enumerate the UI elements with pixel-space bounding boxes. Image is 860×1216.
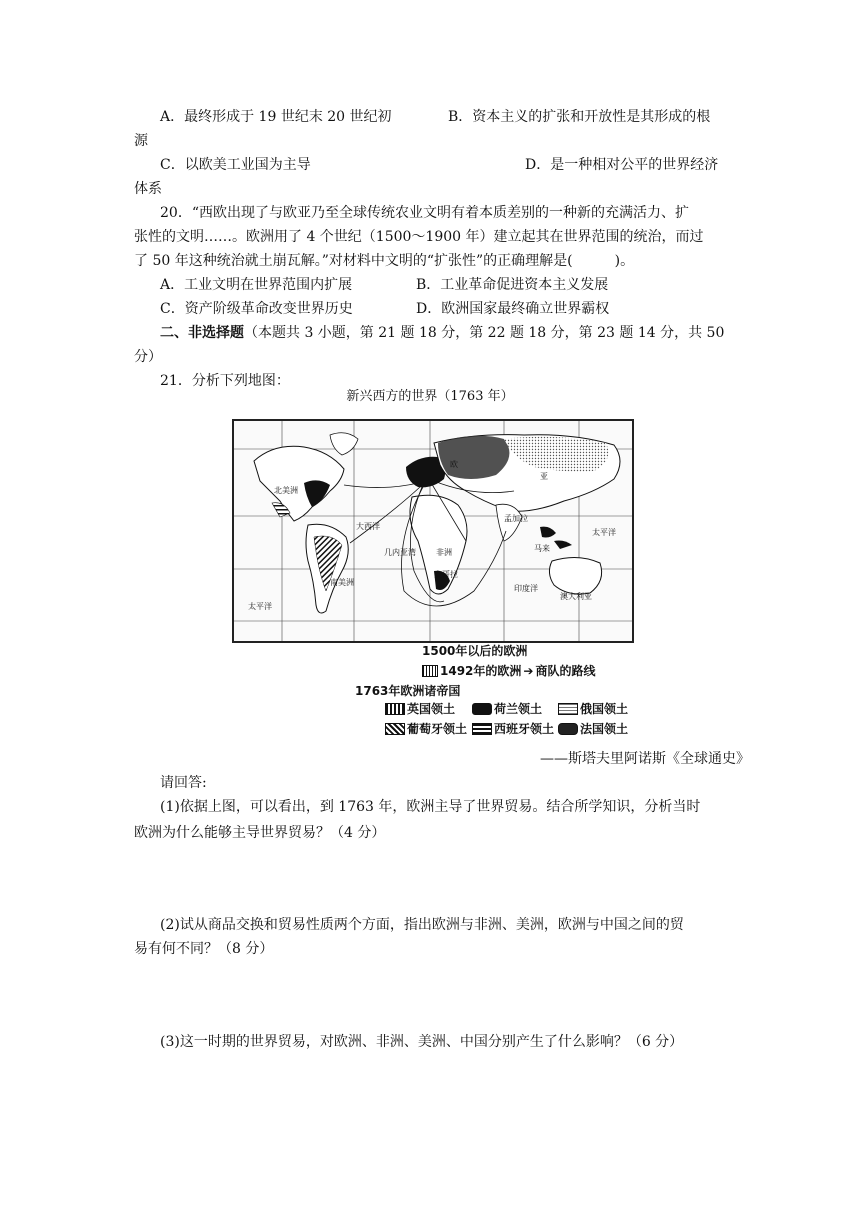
q21-sub1-line2: 欧洲为什么能够主导世界贸易？（4 分） xyxy=(134,825,386,841)
q19-option-b-cont: 源 xyxy=(134,133,148,149)
q19-option-c: C．以欧美工业国为主导 xyxy=(160,157,311,173)
map-label-north-america: 北美洲 xyxy=(274,486,298,495)
section2-note-cont: 分） xyxy=(134,349,162,365)
q19-option-d: D．是一种相对公平的世界经济 xyxy=(525,157,719,173)
q19-option-a: A．最终形成于 19 世纪末 20 世纪初 xyxy=(160,109,392,125)
legend-route-label: 商队的路线 xyxy=(535,664,596,678)
map-label-atlantic: 大西洋 xyxy=(356,522,380,531)
q19-option-d-cont: 体系 xyxy=(134,181,162,197)
legend-spain-label: 西班牙领土 xyxy=(494,722,555,736)
netherlands-swatch xyxy=(472,703,492,715)
france-swatch xyxy=(558,723,578,735)
q20-option-c: C．资产阶级革命改变世界历史 xyxy=(160,301,353,317)
arrow-right-icon: ➔ xyxy=(523,663,534,678)
legend-france xyxy=(558,720,628,737)
q20-option-b: B．工业革命促进资本主义发展 xyxy=(416,277,609,293)
world-map-1763 xyxy=(232,419,634,643)
q20-stem-2: 张性的文明……。欧洲用了 4 个世纪（1500～1900 年）建立起其在世界范围的统治，而过 xyxy=(134,229,704,245)
map-label-asia: 亚 xyxy=(540,472,548,481)
legend-france-label: 法国领土 xyxy=(580,722,629,736)
legend-spain xyxy=(472,720,554,737)
q21-stem: 21．分析下列地图： xyxy=(160,373,290,389)
map-label-guinea: 几内亚湾 xyxy=(384,548,416,557)
britain-swatch xyxy=(385,703,405,715)
q20-option-d: D．欧洲国家最终确立世界霸权 xyxy=(416,301,610,317)
map-label-pacific-left: 太平洋 xyxy=(248,602,272,611)
map-label-africa: 非洲 xyxy=(436,548,452,557)
map-label-angola: 安哥拉 xyxy=(434,570,458,579)
map-source: ——斯塔夫里阿诺斯《全球通史》 xyxy=(540,751,750,767)
q20-option-a: A．工业文明在世界范围内扩展 xyxy=(160,277,353,293)
spain-swatch xyxy=(472,723,492,735)
q21-sub2-line2: 易有何不同？（8 分） xyxy=(134,941,274,957)
europe-1492-swatch xyxy=(422,665,438,677)
q21-sub1-line1: (1)依据上图，可以看出，到 1763 年，欧洲主导了世界贸易。结合所学知识，分析当时 xyxy=(160,799,701,815)
q21-sub3: (3)这一时期的世界贸易，对欧洲、非洲、美洲、中国分别产生了什么影响？（6 分） xyxy=(160,1034,684,1050)
legend-empires-title: 1763年欧洲诸帝国 xyxy=(355,684,461,698)
portugal-swatch xyxy=(385,723,405,735)
map-label-pacific-right: 太平洋 xyxy=(592,528,616,537)
legend-title-1500: 1500年以后的欧洲 xyxy=(422,644,528,658)
legend-britain xyxy=(385,700,455,717)
map-label-europe: 欧 xyxy=(450,460,458,469)
legend-russia xyxy=(558,700,628,717)
legend-1492-label: 1492年的欧洲 xyxy=(440,664,522,678)
russia-swatch xyxy=(558,703,578,715)
section2-line xyxy=(160,322,724,344)
q20-stem-3: 了 50 年这种统治就土崩瓦解。”对材料中文明的“扩张性”的正确理解是( )。 xyxy=(134,253,635,269)
map-label-indian-ocean: 印度洋 xyxy=(514,584,538,593)
map-label-malay: 马来 xyxy=(534,544,550,553)
legend-netherlands-label: 荷兰领土 xyxy=(494,702,543,716)
map-graphic xyxy=(234,421,632,641)
legend-1492 xyxy=(422,662,595,679)
map-title: 新兴西方的世界（1763 年） xyxy=(346,389,514,404)
q19-option-b: B．资本主义的扩张和开放性是其形成的根 xyxy=(448,109,711,125)
map-label-bengal: 孟加拉 xyxy=(504,514,528,523)
q21-prompt: 请回答: xyxy=(160,775,207,791)
q20-stem-1: 20．“西欧出现了与欧亚乃至全球传统农业文明有着本质差别的一种新的充满活力、扩 xyxy=(160,205,689,221)
map-label-south-america: 南美洲 xyxy=(330,578,354,587)
section2-note: （本题共 3 小题，第 21 题 18 分，第 22 题 18 分，第 23 题 14 分，共 50 xyxy=(244,325,725,341)
legend-britain-label: 英国领土 xyxy=(407,702,456,716)
legend-portugal xyxy=(385,720,467,737)
q21-sub2-line1: (2)试从商品交换和贸易性质两个方面，指出欧洲与非洲、美洲，欧洲与中国之间的贸 xyxy=(160,917,684,933)
legend-netherlands xyxy=(472,700,542,717)
legend-portugal-label: 葡萄牙领土 xyxy=(407,722,468,736)
section2-heading: 二、非选择题 xyxy=(160,325,244,341)
legend-russia-label: 俄国领土 xyxy=(580,702,629,716)
map-label-australia: 澳大利亚 xyxy=(560,592,592,601)
